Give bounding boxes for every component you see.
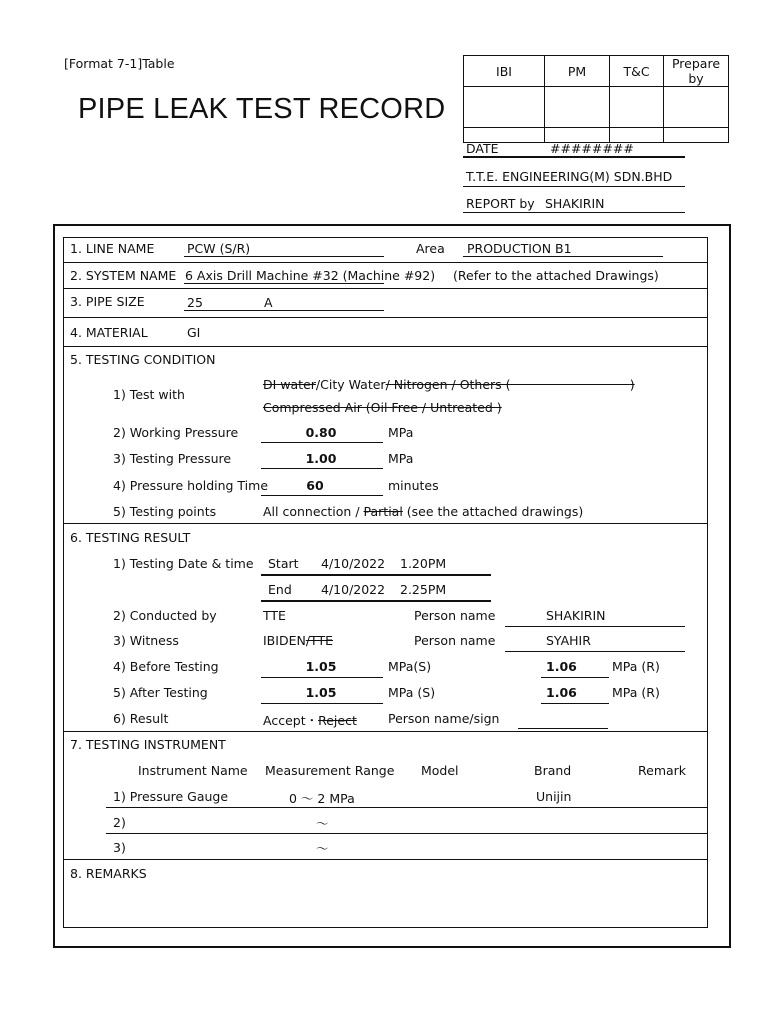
col-model: Model [421,763,459,778]
sign-col-pm: PM [545,56,610,87]
instrument-1-name: 1) Pressure Gauge [113,789,229,804]
holding-time-label: 4) Pressure holding Time [113,478,269,493]
witness-person-value: SYAHIR [546,633,591,648]
working-pressure-unit: MPa [388,425,414,440]
option-nitrogen-others: / Nitrogen / Others ( [385,377,511,392]
after-supply-unit: MPa (S) [388,685,436,700]
conducted-by-value: TTE [263,608,286,623]
testing-pressure-value: 1.00 [305,451,337,466]
after-testing-supply: 1.05 [305,685,337,700]
points-all-connection: All connection / [263,504,364,519]
remarks-heading: 8. REMARKS [70,866,147,881]
pipe-size-label: 3. PIPE SIZE [70,294,145,309]
before-testing-label: 4) Before Testing [113,659,219,674]
section-divider [63,317,707,318]
witness-value [263,633,333,648]
system-name-value: 6 Axis Drill Machine #32 (Machine #92) [185,268,436,283]
result-accept: Accept・ [263,713,319,728]
date-underline [463,156,685,158]
company-name: T.T.E. ENGINEERING(M) SDN.BHD [466,169,673,184]
section-divider [63,346,707,347]
pipe-size-value: 25 [187,295,203,310]
conducted-person-value: SHAKIRIN [546,608,606,623]
sign-date-prepare[interactable] [664,128,729,143]
conducted-person-label: Person name [414,608,496,623]
testing-points-label: 5) Testing points [113,504,217,519]
conducted-by-label: 2) Conducted by [113,608,217,623]
result-label: 6) Result [113,711,169,726]
conducted-person-underline [505,626,685,627]
witness-ibiden: IBIDEN [263,633,306,648]
test-with-label: 1) Test with [113,387,185,402]
witness-tte: /TTE [305,633,333,648]
section-divider [63,262,707,263]
testing-instrument-heading: 7. TESTING INSTRUMENT [70,737,226,752]
area-value: PRODUCTION B1 [467,241,572,256]
holding-time-value: 60 [306,478,324,493]
testing-pressure-underline [261,468,383,469]
instrument-2-range: ～ [316,816,329,831]
testing-pressure-unit: MPa [388,451,414,466]
testing-pressure-label: 3) Testing Pressure [113,451,232,466]
material-label: 4. MATERIAL [70,325,148,340]
points-note: (see the attached drawings) [402,504,584,519]
sign-box-pm[interactable] [545,87,610,128]
section-divider [63,288,707,289]
sign-col-ibi: IBI [464,56,545,87]
form-inner-frame [63,237,708,928]
option-separator: / [315,377,321,392]
pipe-size-underline [184,310,384,311]
date-label: DATE [466,141,499,156]
option-compressed-air: Compressed Air (Oil Free / Untreated ) [263,400,502,415]
after-return-unit: MPa (R) [612,685,660,700]
witness-person-underline [505,651,685,652]
result-sign-underline [518,728,608,729]
after-testing-return: 1.06 [546,685,577,700]
sign-box-ibi[interactable] [464,87,545,128]
witness-label: 3) Witness [113,633,179,648]
option-close-paren: ) [629,377,635,392]
col-brand: Brand [534,763,572,778]
testing-result-heading: 6. TESTING RESULT [70,530,191,545]
before-testing-supply: 1.05 [305,659,337,674]
pipe-size-unit: A [264,295,273,310]
result-sign-label: Person name/sign [388,711,500,726]
working-pressure-label: 2) Working Pressure [113,425,239,440]
holding-time-unit: minutes [388,478,439,493]
sign-box-prepare[interactable] [664,87,729,128]
system-name-label: 2. SYSTEM NAME [70,268,177,283]
area-label: Area [416,241,445,256]
instrument-row-divider [106,807,707,808]
points-partial: Partial [363,504,403,519]
result-reject: Reject [318,713,357,728]
before-return-unit: MPa (R) [612,659,660,674]
system-note: (Refer to the attached Drawings) [453,268,659,283]
start-time: 1.20PM [400,556,447,571]
before-supply-underline [261,677,383,678]
testing-points-value [263,504,583,519]
option-others-blank [511,377,630,392]
section-divider [63,731,707,732]
witness-person-label: Person name [414,633,496,648]
instrument-3-range: ～ [316,841,329,856]
end-label: End [268,582,292,597]
test-with-options [263,377,635,392]
report-by-underline [463,212,685,213]
before-testing-return: 1.06 [546,659,577,674]
col-remark: Remark [638,763,687,778]
before-return-underline [541,677,609,678]
company-underline [463,186,685,187]
working-pressure-value: 0.80 [305,425,337,440]
result-value [263,711,357,729]
format-label: [Format 7-1]Table [64,56,175,71]
holding-time-underline [261,495,383,496]
working-pressure-underline [261,442,383,443]
after-testing-label: 5) After Testing [113,685,208,700]
sign-col-prepare: Prepare by [664,56,729,87]
instrument-2-name: 2) [113,815,126,830]
area-underline [463,256,663,257]
start-date: 4/10/2022 [321,556,386,571]
after-supply-underline [261,703,383,704]
end-underline [261,600,491,602]
date-value: ######## [550,141,634,156]
line-name-label: 1. LINE NAME [70,241,155,256]
testing-condition-heading: 5. TESTING CONDITION [70,352,216,367]
section-divider [63,523,707,524]
report-by-value: SHAKIRIN [545,196,605,211]
col-measurement-range: Measurement Range [265,763,395,778]
sign-box-tc[interactable] [610,87,664,128]
sign-col-tc: T&C [610,56,664,87]
start-underline [261,574,491,576]
report-by-label: REPORT by [466,196,535,211]
instrument-3-name: 3) [113,840,126,855]
end-date: 4/10/2022 [321,582,386,597]
before-supply-unit: MPa(S) [388,659,432,674]
material-value: GI [187,325,201,340]
system-name-underline [184,283,384,284]
line-name-underline [184,256,384,257]
after-return-underline [541,703,609,704]
col-instrument-name: Instrument Name [138,763,248,778]
page-title: PIPE LEAK TEST RECORD [78,93,446,125]
option-city-water: City Water [320,377,386,392]
instrument-1-range: 0 ～ 2 MPa [289,791,355,806]
end-time: 2.25PM [400,582,447,597]
line-name-value: PCW (S/R) [187,241,251,256]
approval-sign-table [463,55,729,143]
start-label: Start [268,556,299,571]
option-di-water: DI water [263,377,316,392]
instrument-1-brand: Unijin [536,789,572,804]
remarks-area[interactable] [64,884,706,924]
testing-date-label: 1) Testing Date & time [113,556,254,571]
instrument-row-divider [106,833,707,834]
section-divider [63,859,707,860]
